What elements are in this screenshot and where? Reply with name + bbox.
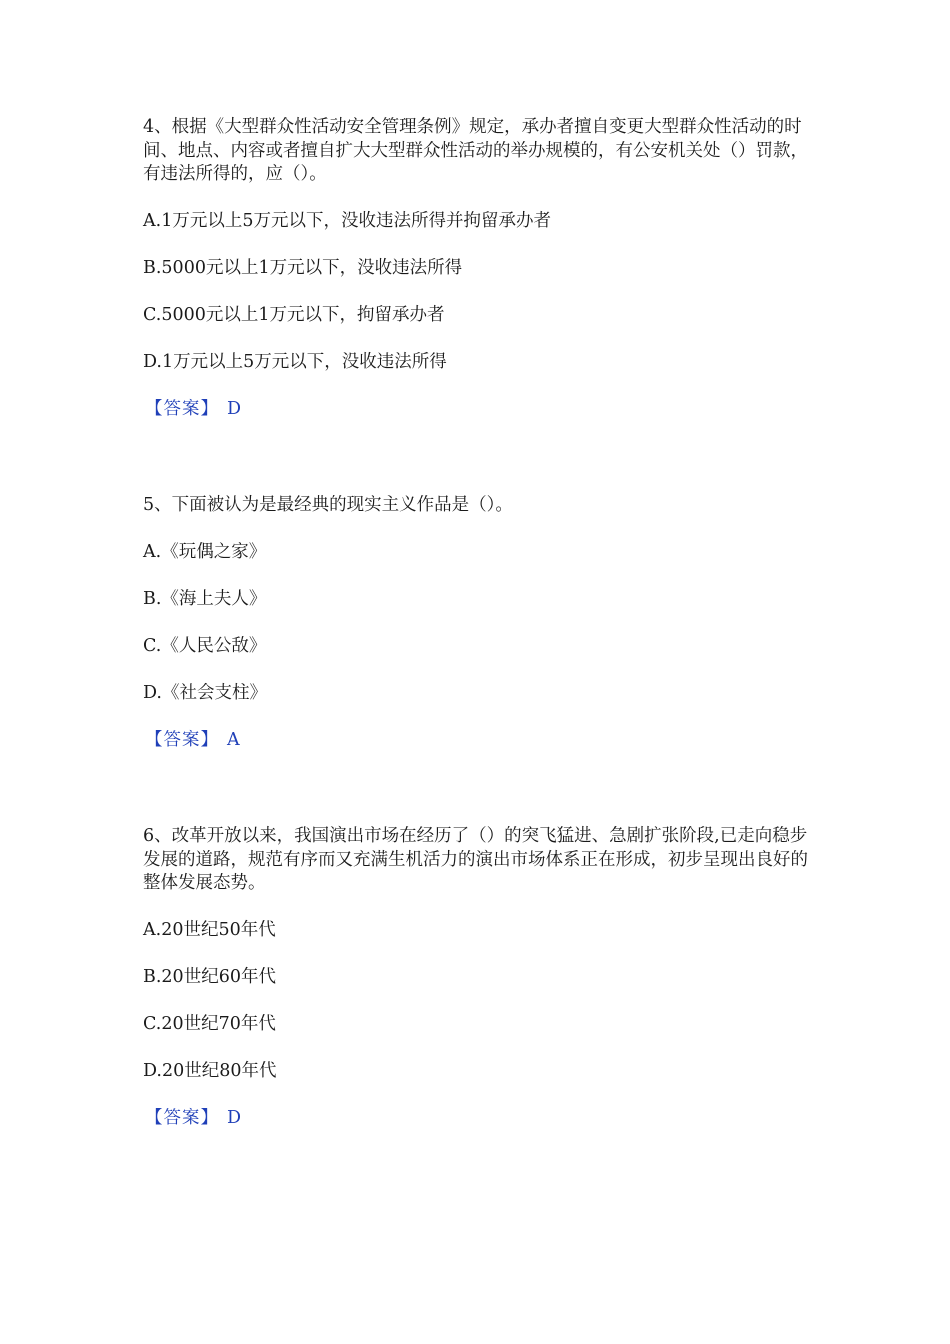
option-a: A.1万元以上5万元以下，没收违法所得并拘留承办者 [143, 210, 551, 231]
option-a: A.20世纪50年代 [143, 919, 276, 940]
question-4 [143, 116, 808, 421]
question-stem: 6、改革开放以来，我国演出市场在经历了（）的突飞猛进、急剧扩张阶段,已走向稳步发展的道路，规范有序而又充满生机活力的演出市场体系正在形成，初步呈现出良好的整体发展态势。 [143, 826, 808, 893]
question-stem: 5、下面被认为是最经典的现实主义作品是（）。 [143, 495, 513, 515]
option-a: A.《玩偶之家》 [143, 541, 267, 562]
answer-value: D [227, 1107, 242, 1128]
option-c: C.20世纪70年代 [143, 1013, 276, 1034]
option-b: B.5000元以上1万元以下，没收违法所得 [143, 257, 463, 278]
answer-label: 【答案】 [145, 729, 219, 750]
option-d: D.1万元以上5万元以下，没收违法所得 [143, 351, 447, 372]
answer-value: A [227, 729, 240, 750]
answer-value: D [227, 398, 242, 419]
answer-label: 【答案】 [145, 1107, 219, 1128]
question-5 [143, 494, 808, 752]
option-d: D.20世纪80年代 [143, 1060, 277, 1081]
option-d: D.《社会支柱》 [143, 682, 267, 703]
option-c: C.5000元以上1万元以下，拘留承办者 [143, 304, 445, 325]
question-6 [143, 825, 808, 1130]
option-b: B.《海上夫人》 [143, 588, 267, 609]
answer-line [143, 729, 808, 753]
option-c: C.《人民公敌》 [143, 635, 267, 656]
question-stem: 4、根据《大型群众性活动安全管理条例》规定，承办者擅自变更大型群众性活动的时间、地点、内容或者擅自扩大大型群众性活动的举办规模的，有公安机关处（）罚款，有违法所得的，应（）。 [143, 117, 808, 184]
option-b: B.20世纪60年代 [143, 966, 276, 987]
answer-line [143, 398, 808, 422]
answer-label: 【答案】 [145, 398, 219, 419]
answer-line [143, 1107, 808, 1131]
